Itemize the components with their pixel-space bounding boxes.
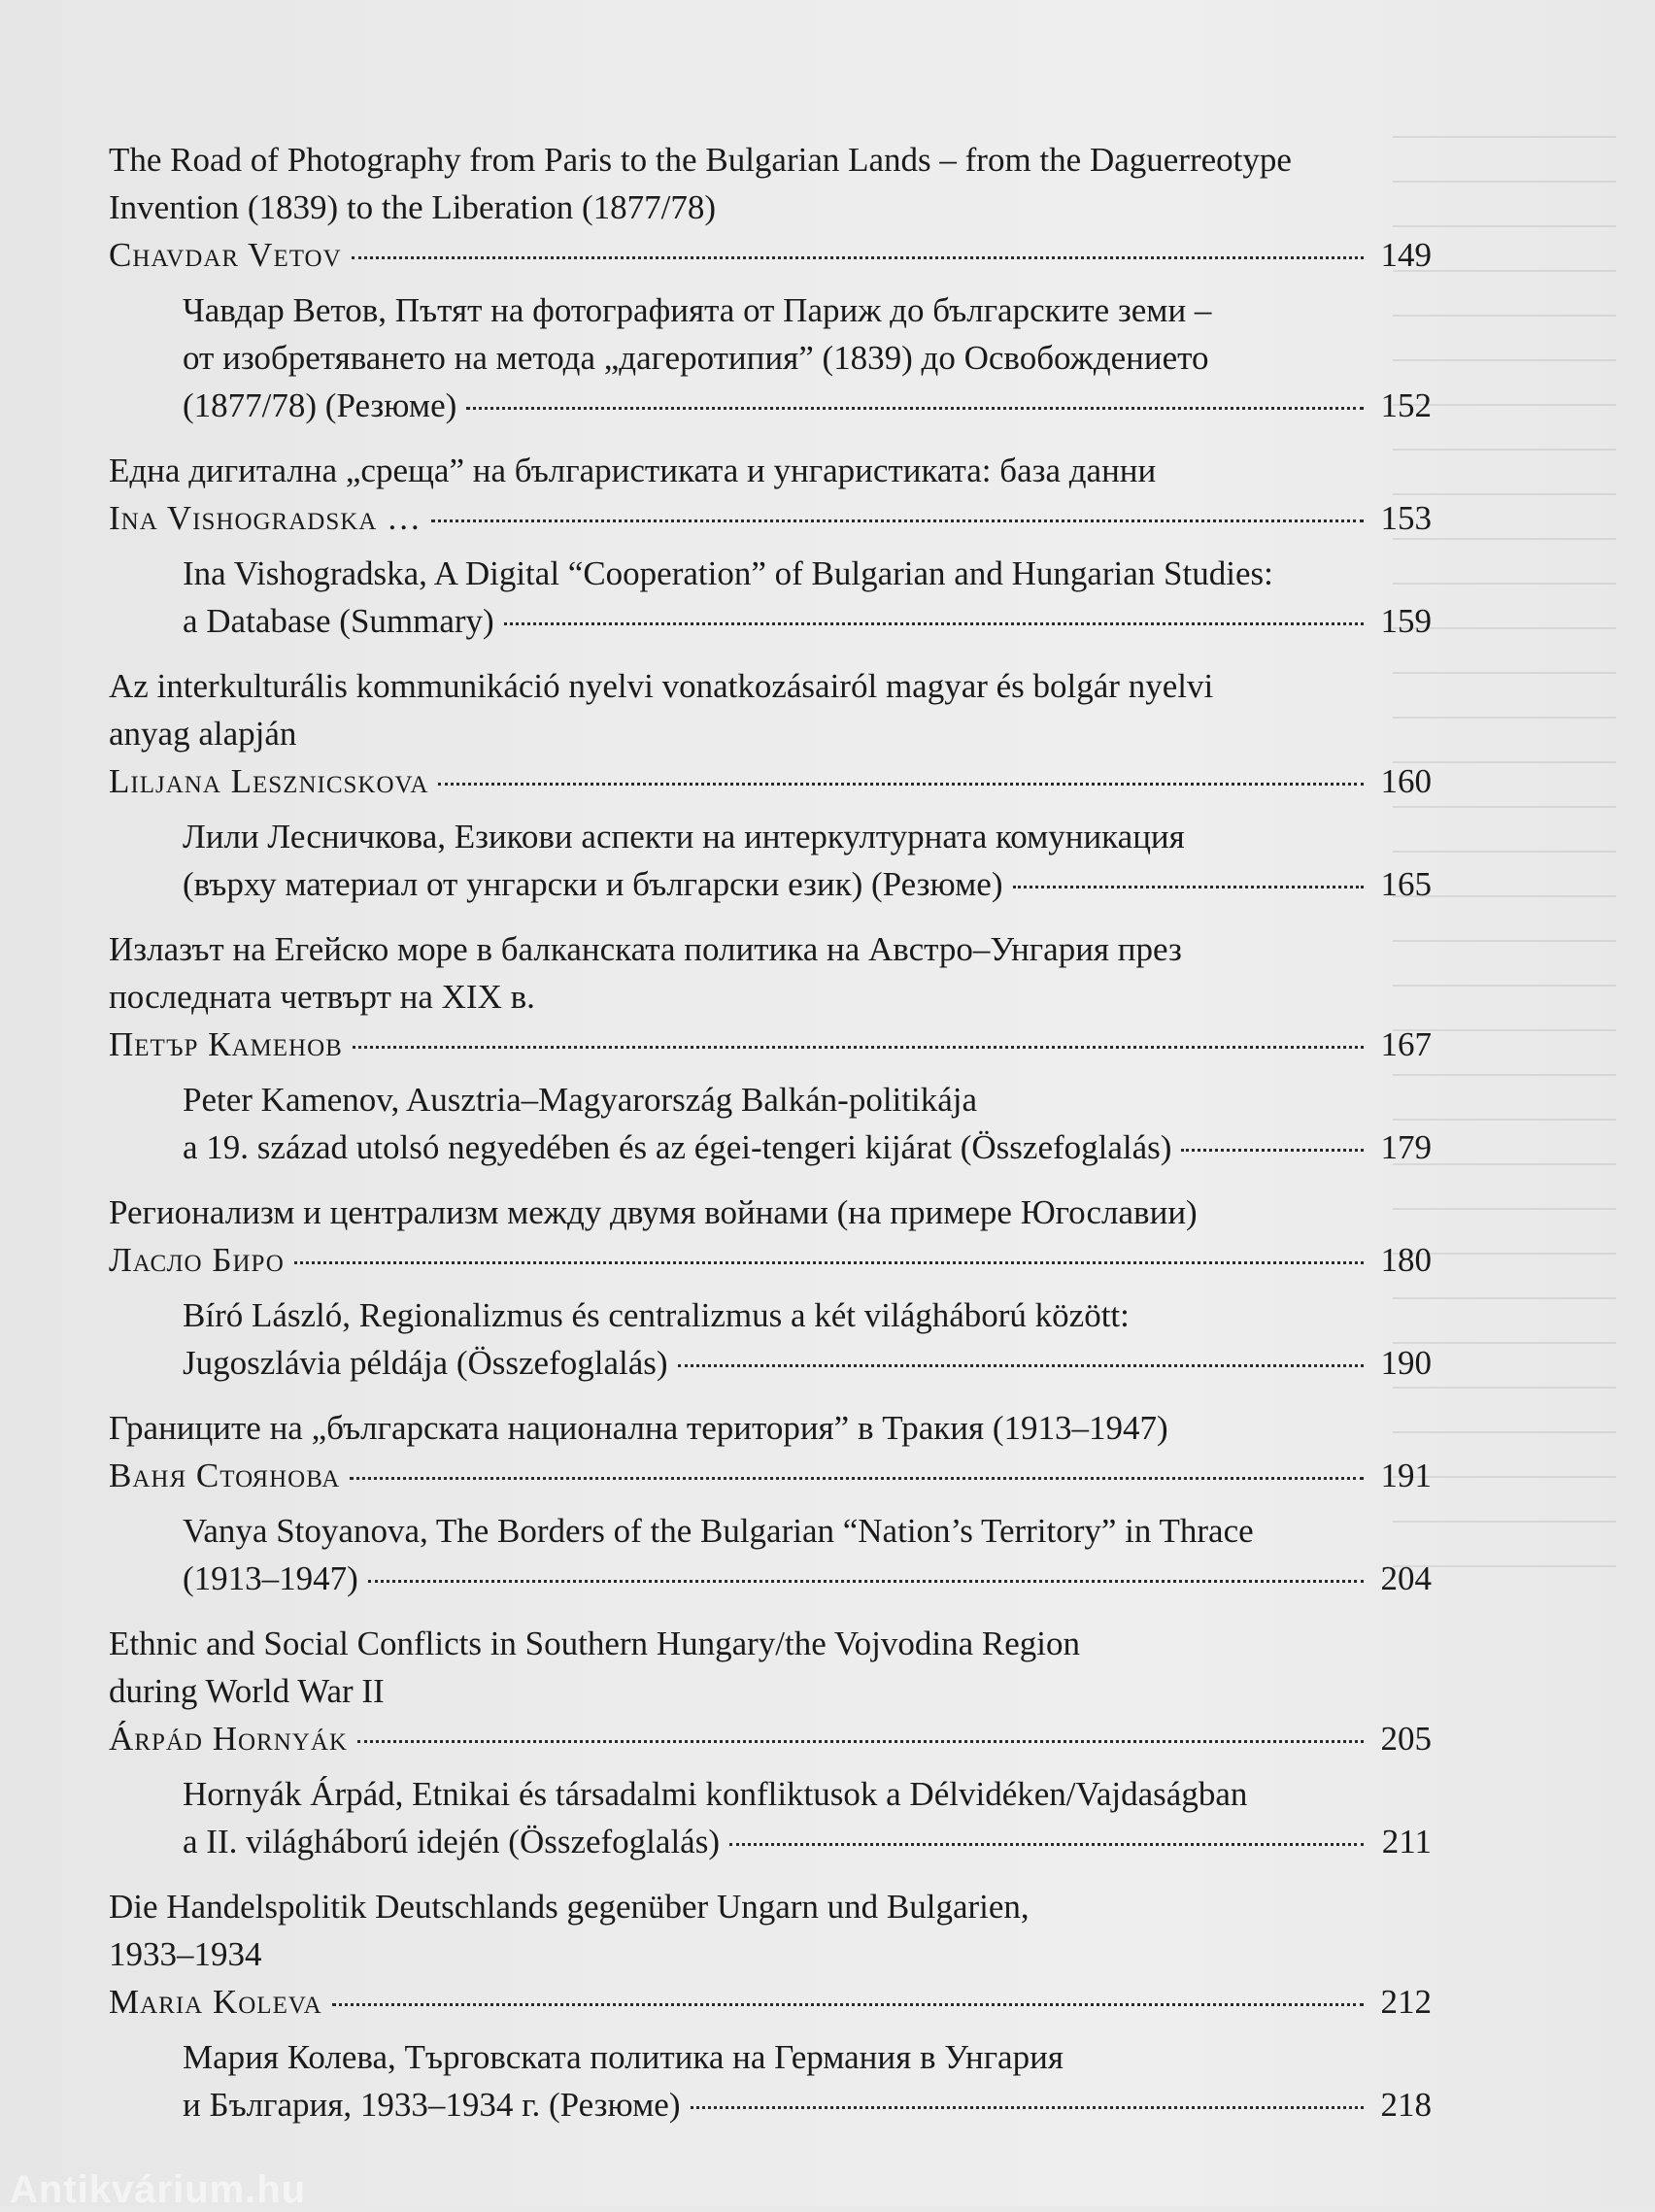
- summary-last-line: (върху материал от унгарски и български език) (Резюме): [183, 865, 1003, 903]
- toc-entry: [109, 1620, 1432, 1865]
- summary-line: Vanya Stoyanova, The Borders of the Bulgarian “Nation’s Territory” in Thrace: [183, 1512, 1254, 1550]
- author-row: [109, 1978, 1432, 2026]
- page-number: 152: [1380, 386, 1432, 424]
- page-number: 159: [1380, 602, 1432, 640]
- dot-leader: [1181, 1149, 1364, 1152]
- table-of-contents: [109, 136, 1432, 2146]
- summary-row: [183, 1339, 1432, 1387]
- summary-row: [183, 2081, 1432, 2128]
- page-number: 179: [1380, 1128, 1432, 1166]
- dot-leader: [352, 256, 1364, 259]
- dot-leader: [431, 519, 1364, 522]
- summary-line: Чавдар Ветов, Пътят на фотографията от Париж до българските земи –: [183, 291, 1212, 329]
- entry-title-line: Излазът на Егейско море в балканската политика на Австро–Унгария през: [109, 930, 1182, 968]
- summary-line: от изобретяването на метода „дагеротипия” (1839) до Освобождението: [183, 339, 1209, 377]
- dot-leader: [466, 407, 1364, 410]
- dot-leader: [729, 1843, 1364, 1846]
- dot-leader: [353, 1046, 1364, 1049]
- summary-row: [183, 1123, 1432, 1171]
- summary-row: [183, 1555, 1432, 1602]
- toc-entry: [109, 662, 1432, 908]
- dot-leader: [438, 783, 1364, 786]
- toc-entry: [109, 925, 1432, 1171]
- summary-row: [183, 860, 1432, 908]
- entry-title-line: Ethnic and Social Conflicts in Southern Hungary/the Vojvodina Region: [109, 1625, 1080, 1662]
- page-number: 212: [1380, 1983, 1432, 2021]
- entry-title-line: последната четвърт на XIX в.: [109, 978, 535, 1016]
- page-number: 160: [1380, 762, 1432, 800]
- summary-entry: [109, 2033, 1432, 2128]
- entry-title-line: Die Handelspolitik Deutschlands gegenüber Ungarn und Bulgarien,: [109, 1888, 1030, 1926]
- watermark: Antikvárium.hu: [10, 2168, 307, 2211]
- toc-entry: [109, 136, 1432, 429]
- page-number: 167: [1380, 1025, 1432, 1063]
- entry-title-line: Една дигитална „среща” на българистиката и унгаристиката: база данни: [109, 452, 1157, 489]
- entry-author: Петър Каменов: [109, 1025, 343, 1063]
- dot-leader: [678, 1364, 1364, 1367]
- entry-author: Chavdar Vetov: [109, 236, 342, 274]
- page-number: 191: [1380, 1457, 1432, 1494]
- summary-last-line: a 19. század utolsó negyedében és az égei-tengeri kijárat (Összefoglalás): [183, 1128, 1172, 1166]
- author-row: [109, 1236, 1432, 1284]
- summary-line: Peter Kamenov, Ausztria–Magyarország Balkán-politikája: [183, 1081, 978, 1119]
- summary-row: [183, 597, 1432, 645]
- summary-entry: [109, 1076, 1432, 1171]
- page-number: 190: [1380, 1344, 1432, 1382]
- entry-title-line: 1933–1934: [109, 1935, 262, 1973]
- toc-entry: [109, 1404, 1432, 1602]
- toc-entry: [109, 1883, 1432, 2128]
- page-number: 165: [1380, 865, 1432, 903]
- entry-author: Ласло Биро: [109, 1241, 285, 1279]
- page-number: 211: [1381, 1823, 1432, 1860]
- dot-leader: [294, 1261, 1364, 1264]
- toc-entry: [109, 1189, 1432, 1387]
- author-row: [109, 494, 1432, 542]
- dot-leader: [350, 1477, 1364, 1480]
- summary-last-line: (1913–1947): [183, 1559, 358, 1597]
- page-number: 204: [1380, 1559, 1432, 1597]
- dot-leader: [691, 2106, 1365, 2109]
- author-row: [109, 757, 1432, 805]
- author-row: [109, 231, 1432, 279]
- author-row: [109, 1021, 1432, 1068]
- entry-title-line: anyag alapján: [109, 715, 297, 753]
- summary-entry: [109, 1507, 1432, 1602]
- dot-leader: [504, 622, 1364, 625]
- entry-title-line: The Road of Photography from Paris to the Bulgarian Lands – from the Daguerreotype: [109, 141, 1292, 179]
- summary-last-line: Jugoszlávia példája (Összefoglalás): [183, 1344, 668, 1382]
- summary-line: Bíró László, Regionalizmus és centralizmus a két világháború között:: [183, 1296, 1130, 1334]
- page-number: 218: [1380, 2086, 1432, 2124]
- summary-row: [183, 1818, 1432, 1865]
- entry-author: Árpád Hornyák: [109, 1720, 348, 1758]
- author-row: [109, 1715, 1432, 1762]
- entry-title-line: Invention (1839) to the Liberation (1877/78): [109, 188, 716, 226]
- summary-entry: [109, 286, 1432, 429]
- dot-leader: [332, 2003, 1364, 2006]
- entry-author: Ваня Стоянова: [109, 1457, 341, 1494]
- summary-line: Ina Vishogradska, A Digital “Cooperation” of Bulgarian and Hungarian Studies:: [183, 554, 1273, 592]
- page-number: 153: [1380, 499, 1432, 537]
- summary-last-line: a II. világháború idején (Összefoglalás): [183, 1823, 720, 1860]
- page-number: 180: [1380, 1241, 1432, 1279]
- entry-author: Maria Koleva: [109, 1983, 322, 2021]
- entry-title-line: Регионализм и централизм между двумя войнами (на примере Югославии): [109, 1193, 1198, 1231]
- author-row: [109, 1452, 1432, 1499]
- summary-entry: [109, 813, 1432, 908]
- summary-row: [183, 382, 1432, 429]
- summary-last-line: (1877/78) (Резюме): [183, 386, 457, 424]
- summary-entry: [109, 1770, 1432, 1865]
- dot-leader: [1013, 886, 1365, 888]
- entry-author: Ina Vishogradska …: [109, 499, 422, 537]
- summary-entry: [109, 1291, 1432, 1387]
- summary-last-line: и България, 1933–1934 г. (Резюме): [183, 2086, 681, 2124]
- entry-author: Liljana Lesznicskova: [109, 762, 429, 800]
- dot-leader: [368, 1580, 1364, 1583]
- summary-entry: [109, 550, 1432, 645]
- summary-last-line: a Database (Summary): [183, 602, 494, 640]
- dot-leader: [357, 1740, 1364, 1743]
- toc-entry: [109, 447, 1432, 645]
- summary-line: Мария Колева, Търговската политика на Германия в Унгария: [183, 2038, 1064, 2076]
- entry-title-line: Az interkulturális kommunikáció nyelvi vonatkozásairól magyar és bolgár nyelvi: [109, 667, 1214, 705]
- summary-line: Лили Лесничкова, Езикови аспекти на интеркултурната комуникация: [183, 818, 1185, 855]
- entry-title-line: during World War II: [109, 1672, 385, 1710]
- entry-title-line: Границите на „българската национална територия” в Тракия (1913–1947): [109, 1409, 1168, 1447]
- page-number: 205: [1380, 1720, 1432, 1758]
- page-number: 149: [1380, 236, 1432, 274]
- summary-line: Hornyák Árpád, Etnikai és társadalmi konfliktusok a Délvidéken/Vajdaságban: [183, 1775, 1248, 1813]
